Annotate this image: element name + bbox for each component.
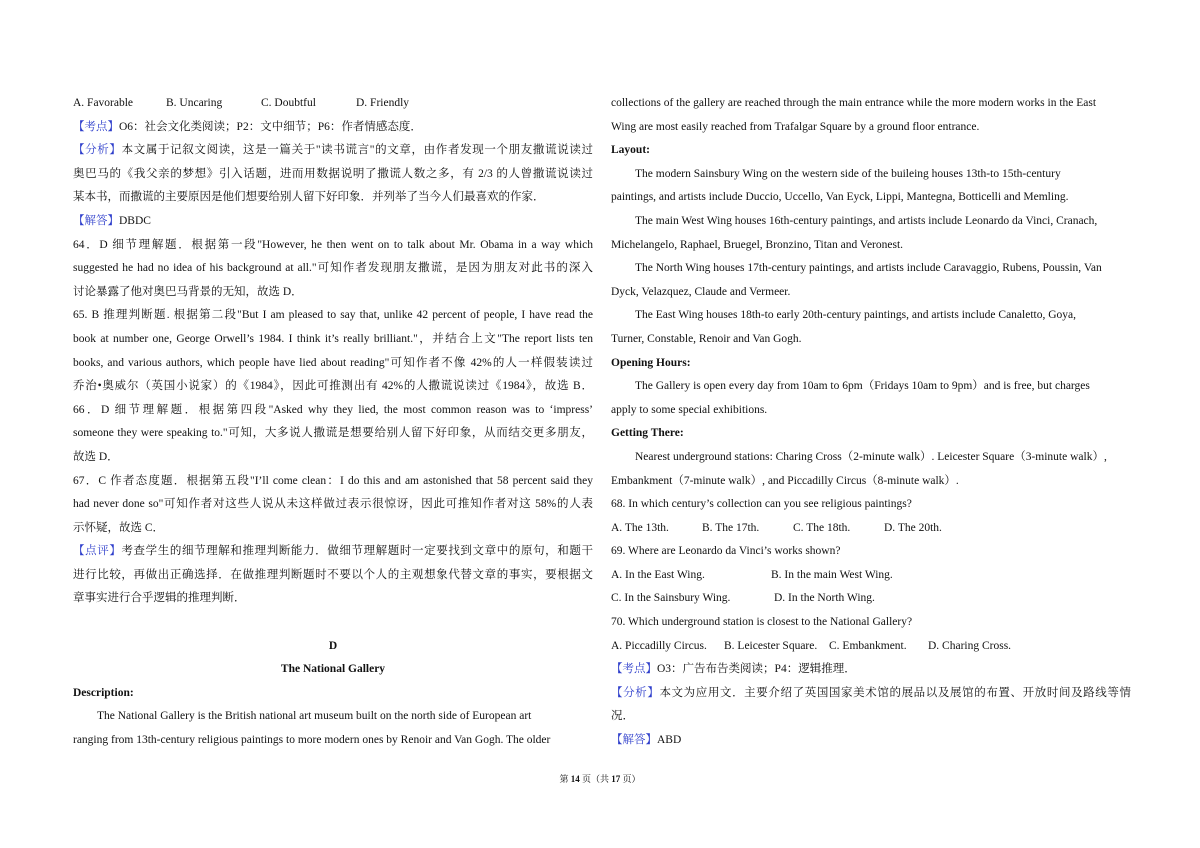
q69-option-c: C. In the Sainsbury Wing.	[611, 592, 731, 605]
description-line: The National Gallery is the British national art museum built on the north side of European art	[97, 710, 532, 723]
dianping-line	[73, 540, 593, 564]
layout-p4-line: Turner, Constable, Renoir and Van Gogh.	[611, 332, 802, 345]
q68-options	[611, 517, 1131, 541]
layout-p2-line: Michelangelo, Raphael, Bruegel, Bronzino, Titan and Veronest.	[611, 238, 904, 251]
q69-option-d: D. In the North Wing.	[774, 592, 875, 605]
dianping-text: 考查学生的细节理解和推理判断能力．做细节理解题时一定要找到文章中的原句，和题干	[121, 545, 593, 558]
q65-line: book at number one, George Orwell’s 1984. I think it’s really brilliant."，并结合上文"The report lists ten	[73, 332, 593, 345]
q63-option-c: C. Doubtful	[261, 97, 316, 109]
q69-options-row2	[611, 587, 1131, 611]
fenxi-1-text: 本文属于记叙文阅读，这是一篇关于"读书谎言"的文章，由作者发现一个朋友撒谎说读过	[121, 144, 593, 157]
footer-text: 页（共	[579, 774, 612, 784]
jieda-1-answer: DBDC	[119, 214, 151, 227]
q65-line: 65. B 推理判断题. 根据第二段"But I am pleased to say that, unlike 42 percent of people, I have read the	[73, 309, 593, 322]
q63-option-d: D. Friendly	[356, 97, 410, 109]
description-line: ranging from 13th-century religious paintings to more modern ones by Renoir and Van Gogh. The older	[73, 734, 551, 747]
hours-line: The Gallery is open every day from 10am to 6pm（Fridays 10am to 9pm）and is free, but charges	[635, 380, 1090, 393]
jieda-1	[73, 210, 593, 234]
layout-p1-line: paintings, and artists include Duccio, Uccello, Van Eyck, Lippi, Mantegna, Botticelli and Memling.	[611, 191, 1069, 204]
article-title: The National Gallery	[280, 663, 386, 676]
fenxi-2-line: 况．	[611, 710, 634, 723]
q69-options-row1	[611, 564, 1131, 588]
q66-line: 故选 D．	[73, 450, 119, 463]
q67-line: had never done so"可知作者对这些人说从未这样做过表示很惊讶，因此可推知作者对这 58%的人表	[73, 498, 593, 511]
hours-heading: Opening Hours:	[611, 356, 691, 369]
q69-option-a: A. In the East Wing.	[611, 568, 705, 581]
q63-option-a: A. Favorable	[73, 97, 134, 109]
layout-p1-line: The modern Sainsbury Wing on the western side of the buileing houses 13th-to 15th-century	[635, 167, 1061, 180]
kaodian-1	[73, 116, 593, 140]
page-footer	[0, 772, 1200, 785]
kaodian-1-tag: 【考点】	[73, 120, 119, 133]
q70-option-b: B. Leicester Square.	[724, 639, 818, 652]
q70-option-d: D. Charing Cross.	[928, 639, 1012, 652]
q68-option-d: D. The 20th.	[884, 521, 942, 534]
q64-line: 64．D 细节理解题．根据第一段"However, he then went on to talk about Mr. Obama in a way which	[73, 238, 593, 251]
fenxi-2-line	[611, 682, 1131, 706]
fenxi-2-text: 本文为应用文．主要介绍了英国国家美术馆的展品以及展馆的布置、开放时间及路线等情	[659, 686, 1131, 699]
kaodian-2-text: O3：广告布告类阅读；P4：逻辑推理．	[657, 663, 856, 676]
description-cont-line: Wing are most easily reached from Trafalgar Square by a ground floor entrance.	[611, 120, 980, 133]
jieda-2-answer: ABD	[657, 734, 682, 747]
dianping-line: 进行比较，再做出正确选择．在做推理判断题时不要以个人的主观想象代替文章的事实，要根据文	[73, 568, 593, 581]
q70-option-a: A. Piccadilly Circus.	[611, 639, 707, 652]
page-total: 17	[611, 774, 621, 784]
layout-p2-line: The main West Wing houses 16th-century paintings, and artists include Leonardo da Vinci, Cranach,	[635, 214, 1098, 227]
q69-option-b: B. In the main West Wing.	[771, 568, 893, 581]
q66-line: 66．D 细节理解题．根据第四段"Asked why they lied, the most common reason was to ‘impress’	[73, 403, 593, 416]
left-column	[73, 92, 593, 753]
footer-text: 页）	[620, 774, 641, 784]
q68-option-c: C. The 18th.	[793, 521, 851, 534]
layout-p4-line: The East Wing houses 18th-to early 20th-century paintings, and artists include Canaletto, Goya,	[635, 309, 1077, 322]
layout-p3-line: The North Wing houses 17th-century paintings, and artists include Caravaggio, Rubens, Poussin, Van	[635, 262, 1102, 275]
jieda-2	[611, 729, 1131, 753]
q65-line: books, and various authors, which people have lied about reading"可知作者不像 42%的人一样假装读过	[73, 356, 593, 369]
q69-stem: 69. Where are Leonardo da Vinci’s works shown?	[611, 545, 841, 558]
fenxi-2-tag: 【分析】	[611, 686, 660, 699]
description-heading: Description:	[73, 686, 134, 699]
q68-option-b: B. The 17th.	[702, 521, 760, 534]
fenxi-1-line: 奥巴马的《我父亲的梦想》引入话题，进而用数据说明了撒谎人数之多，有 2/3 的人曾撒谎说读过	[73, 167, 593, 180]
dianping-tag: 【点评】	[73, 545, 122, 558]
layout-heading: Layout:	[611, 144, 650, 157]
q70-option-c: C. Embankment.	[829, 639, 907, 652]
fenxi-1-line	[73, 139, 593, 163]
q68-option-a: A. The 13th.	[611, 521, 669, 534]
q70-options	[611, 635, 1131, 659]
q70-stem: 70. Which underground station is closest to the National Gallery?	[611, 616, 913, 629]
section-letter: D	[328, 639, 338, 652]
q64-line: 讨论暴露了他对奥巴马背景的无知，故选 D．	[73, 285, 303, 298]
q64-line: suggested he had no idea of his background at all."可知作者发现朋友撒谎，是因为朋友对此书的深入	[73, 262, 593, 275]
q63-options	[73, 92, 593, 116]
q65-line: 乔治•奥威尔（英国小说家）的《1984》，因此可推测出有 42%的人撒谎说读过《1984》，故选 B．	[73, 380, 593, 393]
fenxi-1-tag: 【分析】	[73, 144, 122, 157]
description-cont-line: collections of the gallery are reached through the main entrance while the more modern works in the East	[611, 97, 1097, 109]
jieda-1-tag: 【解答】	[73, 214, 119, 227]
getting-line: Embankment（7-minute walk）, and Piccadilly Circus（8-minute walk）.	[611, 474, 959, 487]
q66-line: someone they were speaking to."可知，大多说人撒谎是想要给别人留下好印象，从而结交更多朋友，	[73, 427, 593, 440]
layout-p3-line: Dyck, Velazquez, Claude and Vermeer.	[611, 285, 791, 298]
footer-text: 第	[559, 774, 571, 784]
jieda-2-tag: 【解答】	[611, 734, 657, 747]
right-column	[611, 92, 1131, 753]
kaodian-2-tag: 【考点】	[611, 663, 657, 676]
page-number: 14	[570, 774, 580, 784]
getting-heading: Getting There:	[611, 427, 684, 440]
q68-stem: 68. In which century’s collection can you see religious paintings?	[611, 498, 912, 511]
hours-line: apply to some special exhibitions.	[611, 403, 768, 416]
kaodian-2	[611, 658, 1131, 682]
fenxi-1-line: 某本书，而撒谎的主要原因是他们想要给别人留下好印象．并列举了当今人们最喜欢的作家．	[73, 191, 545, 204]
spacer	[73, 611, 593, 635]
q67-line: 示怀疑，故选 C．	[73, 521, 165, 534]
dianping-line: 章事实进行合乎逻辑的推理判断．	[73, 592, 246, 605]
getting-line: Nearest underground stations: Charing Cross（2-minute walk）. Leicester Square（3-minute walk）,	[635, 450, 1107, 463]
q63-option-b: B. Uncaring	[166, 97, 223, 109]
kaodian-1-text: O6：社会文化类阅读；P2：文中细节；P6：作者情感态度．	[119, 120, 422, 133]
q67-line: 67．C 作者态度题．根据第五段"I’ll come clean：I do this and am astonished that 58 percent said they	[73, 474, 593, 487]
